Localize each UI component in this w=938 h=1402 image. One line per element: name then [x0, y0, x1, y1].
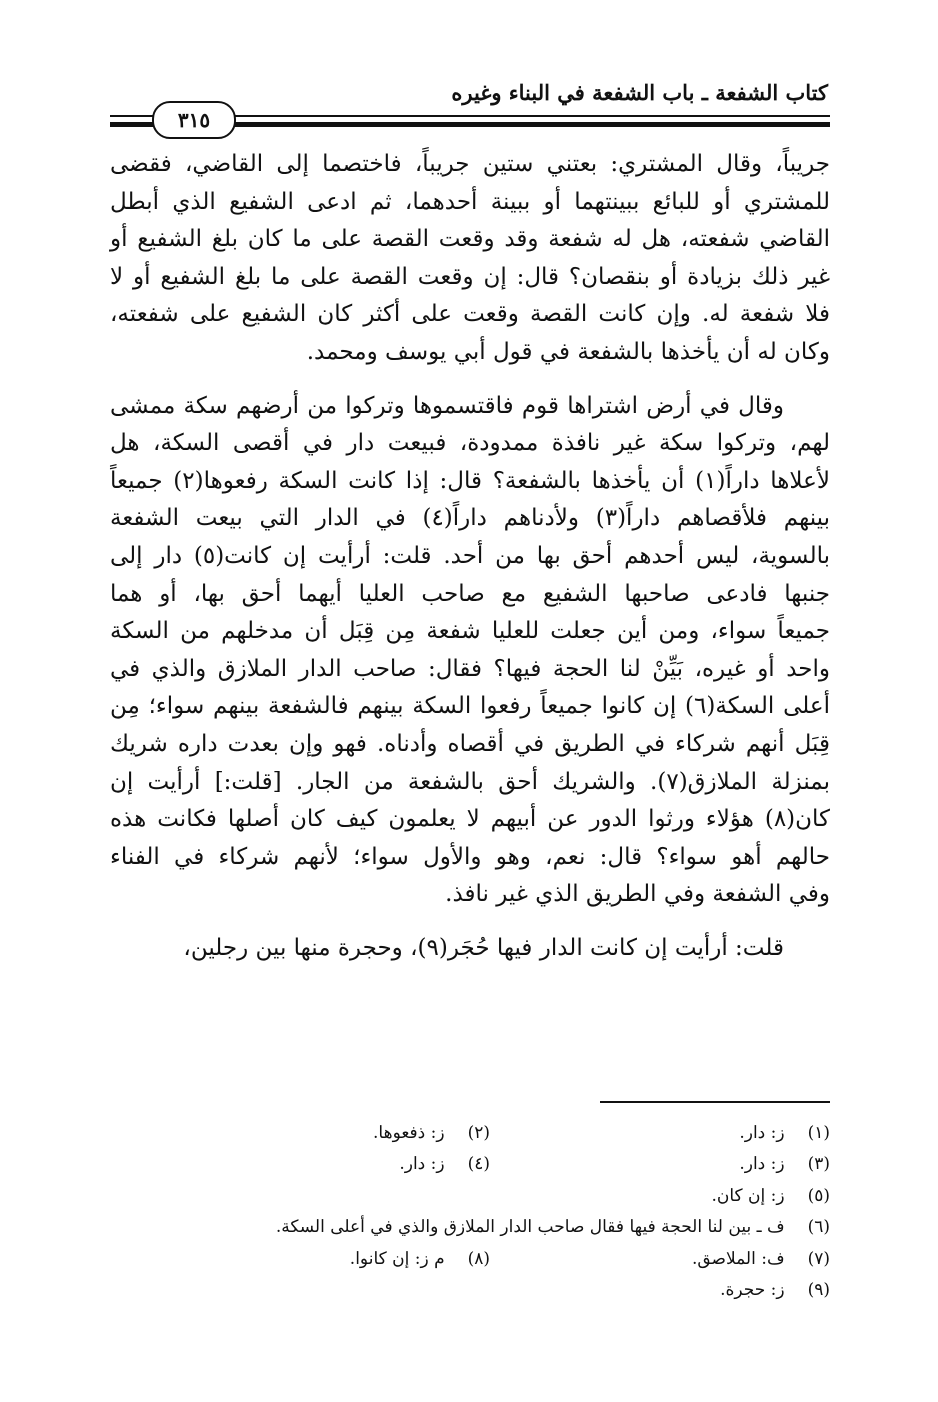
page-number-badge: [152, 101, 236, 139]
footnote-8: [150, 1244, 490, 1275]
text-line: فلا شفعة له. وإن كانت القصة وقعت على أكثر كان الشفيع على شفعته،: [110, 301, 830, 328]
footnote-row: [110, 1244, 830, 1275]
footnote-row: [110, 1118, 830, 1149]
footnote-text: ز: إن كان.: [711, 1185, 785, 1206]
footnote-2: [150, 1118, 490, 1149]
text-line: قِبَل أنهم شركاء في الطريق في أقصاه وأدناه. فهو وإن بعدت داره شريك: [110, 730, 830, 757]
text-line: حالهم أهو سواء؟ قال: نعم، وهو والأول سواء؛ لأنهم شركاء في الفناء: [110, 843, 830, 870]
paragraph-2: [110, 388, 830, 914]
main-text: [110, 146, 830, 967]
text-line: لأعلاها داراً(١) أن يأخذها بالشفعة؟ قال: إذا كانت السكة رفعوها(٢) جميعاً: [110, 467, 830, 494]
footnote-number: (٧): [807, 1248, 830, 1269]
footnote-row: [110, 1181, 830, 1212]
text-line: جنبها فادعى صاحبها الشفيع مع صاحب العليا أيهما أحق بها، أو هما: [110, 580, 830, 607]
text-line: بالسوية، ليس أحدهم أحق بها من أحد. قلت: أرأيت إن كانت(٥) دار إلى: [110, 542, 830, 569]
text-line: وقال في أرض اشتراها قوم فاقتسموها وتركوا من أرضهم سكة ممشى: [110, 392, 784, 419]
footnote-text: ف: الملاصق.: [691, 1248, 785, 1269]
footnote-number: (٤): [467, 1154, 490, 1175]
footnote-text: ز: دار.: [739, 1154, 785, 1175]
footnote-text: ز: حجرة.: [720, 1280, 785, 1301]
footnote-number: (٢): [467, 1123, 490, 1143]
text-line: واحد أو غيره، بَيِّنْ لنا الحجة فيها؟ فقال: صاحب الدار الملازق والذي في: [110, 655, 830, 682]
page-number: ٣١٥: [177, 108, 211, 132]
footnote-7: [490, 1244, 830, 1275]
footnote-1: [490, 1118, 830, 1149]
text-line: القاضي شفعته، هل له شفعة وقد وقعت القصة على ما كان بلغ الشفيع أو: [110, 226, 830, 253]
text-line: جريباً، وقال المشتري: بعتني ستين جريباً، فاختصما إلى القاضي، فقضى: [110, 151, 830, 177]
footnote-number: (٨): [467, 1248, 490, 1269]
text-line: للمشتري أو للبائع ببينتهما أو ببينة أحدهما، ثم ادعى الشفيع الذي أبطل: [110, 188, 830, 215]
footnote-5: [490, 1181, 830, 1212]
running-header-title: كتاب الشفعة ـ باب الشفعة في البناء وغيره: [451, 80, 828, 105]
footnote-text: ز: ذفعوها.: [373, 1123, 445, 1143]
text-line: وكان له أن يأخذها بالشفعة في قول أبي يوسف ومحمد.: [306, 338, 830, 365]
footnotes: [110, 1118, 830, 1306]
paragraph-1: [110, 146, 830, 372]
text-line: بمنزلة الملازق(٧). والشريك أحق بالشفعة من الجار. [قلت:] أرأيت إن: [110, 768, 830, 795]
footnote-text: ز: دار.: [399, 1154, 445, 1175]
paragraph-3: [110, 930, 830, 968]
footnote-separator: [600, 1101, 830, 1103]
footnote-row: [110, 1149, 830, 1180]
footnote-number: (٥): [807, 1185, 830, 1206]
footnote-6: [276, 1212, 830, 1243]
footnote-text: م ز: إن كانوا.: [349, 1248, 445, 1269]
footnote-number: (٦): [807, 1217, 830, 1238]
footnote-number: (١): [807, 1123, 830, 1143]
text-line: وفي الشفعة وفي الطريق الذي غير نافذ.: [445, 881, 830, 908]
text-line: أعلى السكة(٦) إن كانوا جميعاً رفعوا السكة بينهم فالشفعة بينهم سواء؛ مِن: [110, 693, 830, 720]
footnote-3: [490, 1149, 830, 1180]
text-line: غير ذلك بزيادة أو بنقصان؟ قال: إن وقعت القصة على ما بلغ الشفيع أو لا: [110, 263, 830, 290]
text-line: قلت: أرأيت إن كانت الدار فيها حُجَر(٩)، وحجرة منها بين رجلين،: [183, 934, 784, 961]
text-line: كان(٨) هؤلاء ورثوا الدور عن أبيهم لا يعلمون كيف كان أصلها فكانت هذه: [110, 806, 830, 833]
footnote-row: [110, 1275, 830, 1306]
footnote-number: (٩): [807, 1280, 830, 1301]
text-line: جميعاً سواء، ومن أين جعلت للعليا شفعة مِن قِبَل أن مدخلهم من السكة: [110, 618, 830, 645]
footnote-9: [490, 1275, 830, 1306]
text-line: بينهم فلأقصاهم داراً(٣) ولأدناهم داراً(٤) في الدار التي بيعت الشفعة: [110, 505, 830, 532]
footnote-4: [150, 1149, 490, 1180]
text-line: لهم، وتركوا سكة غير نافذة ممدودة، فبيعت دار في أقصى السكة، هل: [110, 430, 830, 457]
footnote-number: (٣): [807, 1154, 830, 1175]
footnote-row: [110, 1212, 830, 1243]
footnote-text: ز: دار.: [739, 1123, 785, 1143]
footnote-text: ف ـ بين لنا الحجة فيها فقال صاحب الدار الملازق والذي في أعلى السكة.: [275, 1217, 785, 1238]
